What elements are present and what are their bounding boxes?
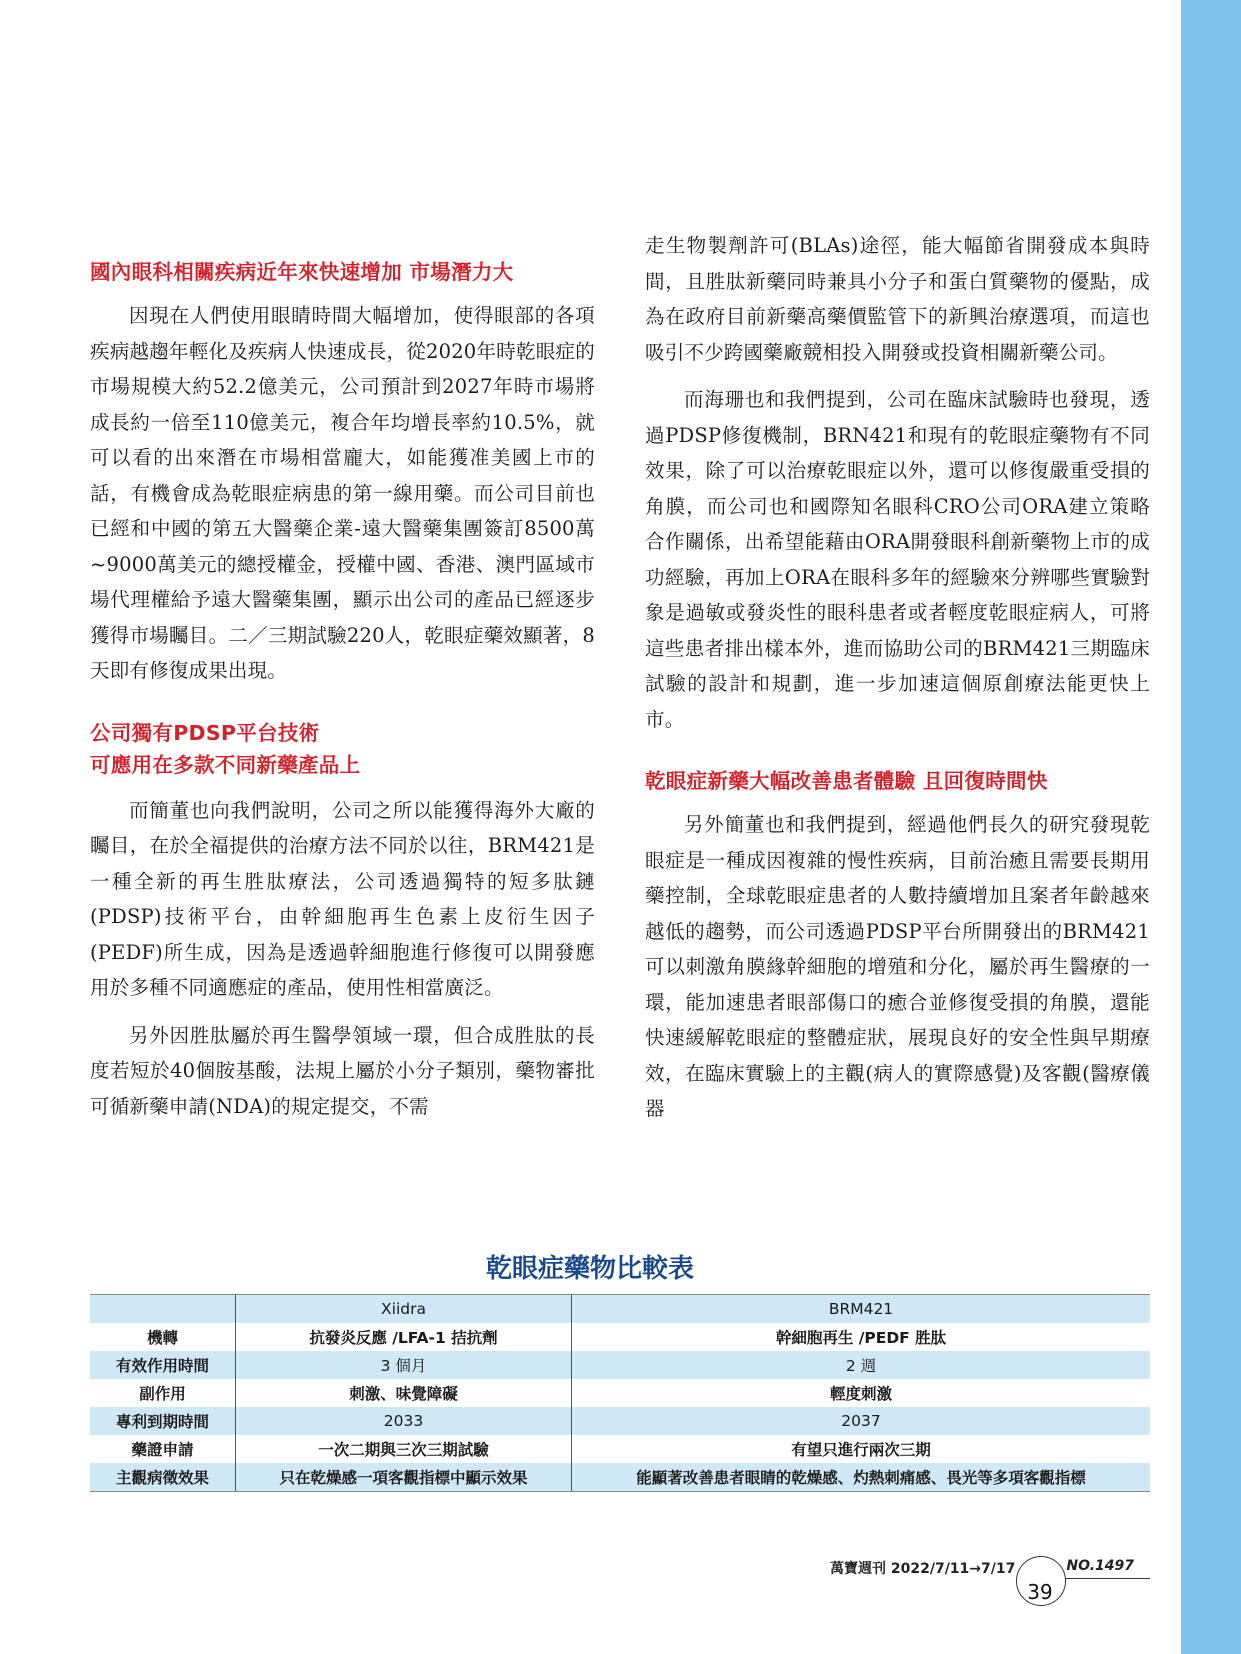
cell-brm421: 輕度刺激 (572, 1379, 1151, 1407)
side-color-band (1181, 0, 1241, 1654)
table-row (90, 1351, 1150, 1379)
cell-brm421: 2037 (572, 1407, 1151, 1435)
section-heading-pdsp (90, 717, 595, 781)
paragraph-market: 因現在人們使用眼睛時間大幅增加，使得眼部的各項疾病越趨年輕化及疾病人快速成長，從2020年時乾眼症的市場規模大約52.2億美元，公司預計到2027年時市場將成長約一倍至110億美元，複合年均增長率約10.5%，就可以看的出來潛在市場相當龐大，如能獲准美國上市的話，有機會成為乾眼症病患的第一線用藥。而公司目前也已經和中國的第五大醫藥企業-遠大醫藥集團簽訂8500萬~9000萬美元的總授權金，授權中國、香港、澳門區域市場代理權給予遠大醫藥集團，顯示出公司的產品已經逐步獲得市場矚目。二／三期試驗220人，乾眼症藥效顯著，8天即有修復成果出現。 (90, 304, 595, 682)
row-label: 主觀病徵效果 (90, 1463, 236, 1492)
row-label: 機轉 (90, 1323, 236, 1351)
table-row (90, 1323, 1150, 1351)
table-header-xiidra: Xiidra (236, 1295, 572, 1324)
left-column (90, 256, 595, 1124)
row-label: 專利到期時間 (90, 1407, 236, 1435)
comparison-table (90, 1294, 1150, 1492)
cell-xiidra: 只在乾燥感一項客觀指標中顯示效果 (236, 1463, 572, 1492)
table-header-row (90, 1295, 1150, 1324)
cell-xiidra: 2033 (236, 1407, 572, 1435)
page-footer (830, 1556, 1150, 1646)
paragraph-experience: 另外簡董也和我們提到，經過他們長久的研究發現乾眼症是一種成因複雜的慢性疾病，目前治癒且需要長期用藥控制，全球乾眼症患者的人數持續增加且案者年齡越來越低的趨勢，而公司透過PDSP平台所開發出的BRM421可以刺激角膜緣幹細胞的增殖和分化，屬於再生醫療的一環，能加速患者眼部傷口的癒合並修復受損的角膜，還能快速緩解乾眼症的整體症狀，展現良好的安全性與早期療效，在臨床實驗上的主觀(病人的實際感覺)及客觀(醫療儀器 (645, 813, 1150, 1120)
cell-brm421: 能顯著改善患者眼睛的乾燥感、灼熱刺痛感、畏光等多項客觀指標 (572, 1463, 1151, 1492)
table-row (90, 1463, 1150, 1492)
table-header-brm421: BRM421 (572, 1295, 1151, 1324)
paragraph-ora: 而海珊也和我們提到，公司在臨床試驗時也發現，透過PDSP修復機制，BRN421和現有的乾眼症藥物有不同效果，除了可以治療乾眼症以外，還可以修復嚴重受損的角膜，而公司也和國際知名眼科CRO公司ORA建立策略合作關係，出希望能藉由ORA開發眼科創新藥物上市的成功經驗，再加上ORA在眼科多年的經驗來分辨哪些實驗對象是過敏或發炎性的眼科患者或者輕度乾眼症病人，可將這些患者排出樣本外，進而協助公司的BRM421三期臨床試驗的設計和規劃，進一步加速這個原創療法能更快上市。 (645, 388, 1150, 731)
issue-number: NO.1497 (1066, 1558, 1134, 1574)
cell-xiidra: 一次二期與三次三期試驗 (236, 1435, 572, 1463)
table-row (90, 1407, 1150, 1435)
publication-info: 萬寶週刊 2022/7/11→7/17 (830, 1561, 1016, 1577)
table-row (90, 1435, 1150, 1463)
row-label: 副作用 (90, 1379, 236, 1407)
right-column (645, 228, 1150, 1127)
paragraph-bla: 走生物製劑許可(BLAs)途徑，能大幅節省開發成本與時間，且胜肽新藥同時兼具小分子和蛋白質藥物的優點，成為在政府目前新藥高藥價監管下的新興治療選項，而這也吸引不少跨國藥廠競相投入開發或投資相關新藥公司。 (645, 234, 1150, 364)
cell-brm421: 2 週 (572, 1351, 1151, 1379)
paragraph-peptide: 另外因胜肽屬於再生醫學領域一環，但合成胜肽的長度若短於40個胺基酸，法規上屬於小分子類別，藥物審批可循新藥申請(NDA)的規定提交，不需 (90, 1023, 595, 1118)
row-label: 有效作用時間 (90, 1351, 236, 1379)
row-label: 藥證申請 (90, 1435, 236, 1463)
cell-xiidra: 抗發炎反應 /LFA-1 拮抗劑 (236, 1323, 572, 1351)
section-heading-experience: 乾眼症新藥大幅改善患者體驗 且回復時間快 (645, 769, 1048, 793)
cell-xiidra: 刺激、味覺障礙 (236, 1379, 572, 1407)
page-number: 39 (1027, 1580, 1053, 1604)
section-heading-market: 國內眼科相關疾病近年來快速增加 市場潛力大 (90, 260, 514, 284)
cell-brm421: 幹細胞再生 /PEDF 胜肽 (572, 1323, 1151, 1351)
cell-brm421: 有望只進行兩次三期 (572, 1435, 1151, 1463)
cell-xiidra: 3 個月 (236, 1351, 572, 1379)
paragraph-pdsp: 而簡董也向我們說明，公司之所以能獲得海外大廠的矚目，在於全福提供的治療方法不同於以往，BRM421是一種全新的再生胜肽療法，公司透過獨特的短多肽鏈(PDSP)技術平台，由幹細胞再生色素上皮衍生因子(PEDF)所生成，因為是透過幹細胞進行修復可以開發應用於多種不同適應症的產品，使用性相當廣泛。 (90, 798, 595, 999)
table-header-empty (90, 1295, 236, 1324)
table-title: 乾眼症藥物比較表 (485, 1254, 694, 1284)
section-heading-pdsp-line2: 可應用在多款不同新藥產品上 (90, 752, 361, 777)
table-row (90, 1379, 1150, 1407)
section-heading-pdsp-line1: 公司獨有PDSP平台技術 (90, 720, 320, 745)
